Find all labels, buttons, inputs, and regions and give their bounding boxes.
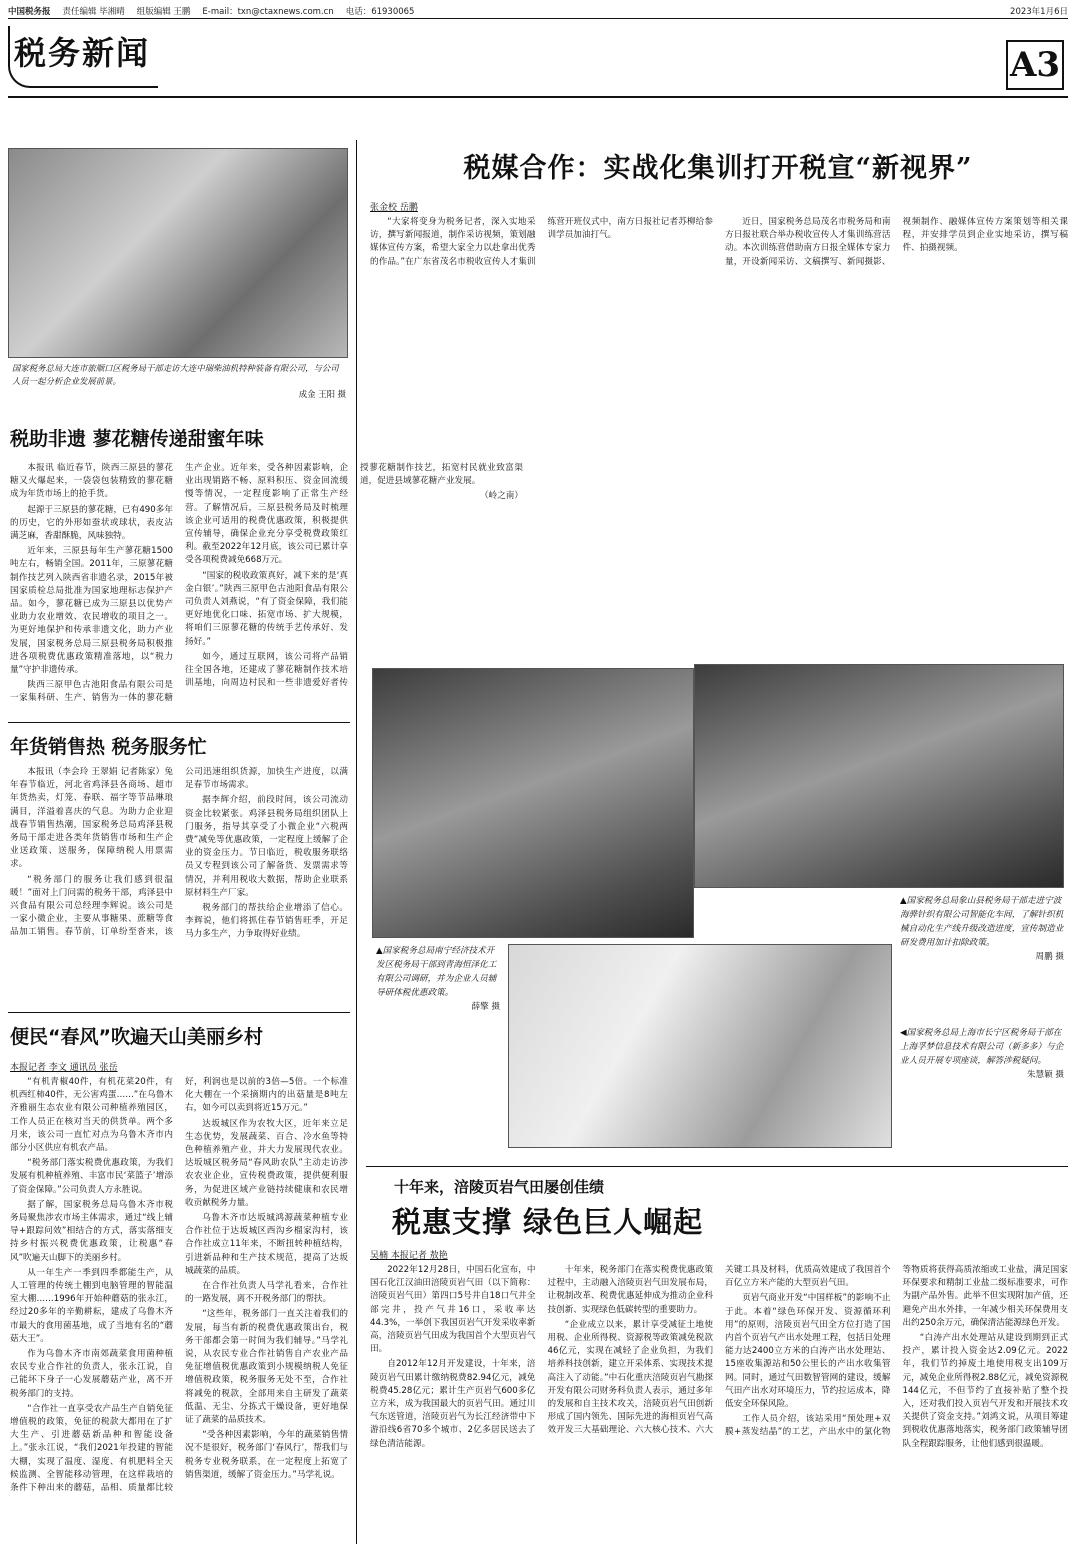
art-b-kicker: 十年来，涪陵页岩气田屡创佳绩 — [394, 1178, 605, 1196]
photo-qinghai-credit: 薛擎 摄 — [471, 1002, 500, 1012]
art1-signoff: （岭之南） — [480, 491, 523, 502]
photo-shanghai-credit: 朱慧颖 摄 — [1026, 1070, 1064, 1080]
main-body — [370, 216, 1068, 660]
main-para: “大家将变身为税务记者，深入实地采访，撰写新闻报道，制作采访视频，策划融媒体宣传方案，希望大家全力以赴拿出优秀的作品。”在广东省茂名市税收宣传人才集训练营开班仪式中，南方日报社记者苏柳给参训学员加油打气。 — [370, 217, 713, 267]
art3-headline: 便民“春风”吹遍天山美丽乡村 — [10, 1026, 263, 1048]
photo-knitting-credit: 周鹏 摄 — [1035, 952, 1064, 962]
art3-para: “税务部门落实税费优惠政策，为我们发展有机种植养殖、丰富市民‘菜篮子’增添了资金保障。”公司负责人方永胜说。 — [10, 1158, 173, 1195]
art3-para: “这些年，税务部门一直关注着我们的发展，每当有新的税费优惠政策出台，税务干部都会第一时间为我们辅导。”马学礼说，从农民专业合作社销售自产农业产品免征增值税优惠政策到小规模纳税人免征增值税政策，税务服务无处不至，合作社将减免的税款，全部用来自主研发了蔬菜低温、无尘、分拣式干燥设备，更好地保证了蔬菜的品质技术。 — [185, 1309, 348, 1426]
art2-para: 据李辉介绍，前段时间，该公司流动资金比较紧张。鸡泽县税务局组织团队上门服务，指导其享受了小微企业“六税两费”减免等优惠政策，一定程度上缓解了企业的资金压力。节日临近，税收服务联络员又专程到该公司了解备货、发票需求等情况，并利用税收大数据，帮助企业联系原材料生产厂家。 — [185, 795, 348, 898]
art-b-para: 自2012年12月开发建设，十年来，涪陵页岩气田累计缴纳税费82.94亿元，减免税费45.28亿元；累计生产页岩气600多亿立方米，成为我国最大的页岩气田。通过川气东送管道，涪陵页岩气为长江经济带中下游沿线6省70多个城市、2亿多居民送去了绿色清洁能源。 — [370, 1359, 536, 1449]
layout-editor-line: 组版编辑 王鹏 — [136, 7, 191, 17]
divider — [8, 722, 350, 723]
art1-para: 如今，通过互联网，该公司将产品销往全国各地，还建成了蓼花糖制作技术培训基地，向周边村民和一些非遗爱好者传授蓼花糖制作技艺，拓宽村民就业致富渠道，促进县域蓼花糖产业发展。 — [185, 463, 523, 689]
art3-para: 达坂城区作为农牧大区，近年来立足生态优势，发展蔬菜、百合、冷水鱼等特色种植养殖产业，并大力发展现代农业。达坂城区税务局“春风助农队”主动走访涉农农业企业，宣传税费政策，提供便利服务，为促进区域产业链持续健康和农民增收贡献税务力量。 — [185, 1118, 348, 1208]
art-b-para: 页岩气商业开发“中国样板”的影响不止于此。本着“绿色环保开发、资源循环利用”的原则，涪陵页岩气田全方位打造了国内首个页岩气产出水处理工程，包括日处理能力达2400立方米的白涛产出水处理站、15座收集源站和50公里长的产出水收集管网。同时，通过气田数智管网的建设，缓解气田产出水对环境压力，节约拉运成本，降低安全环保风险。 — [725, 1293, 891, 1410]
art3-para: 从一年生产一季到四季都能生产，从人工管理的传统土棚到电脑管理的智能温室大棚……1996年开始种蘑菇的张永江，经过20多年的辛勤耕耘，建成了乌鲁木齐市最大的食用菌基地，成了当地有名的“蘑菇大王”。 — [10, 1267, 173, 1344]
column-divider — [356, 140, 357, 1544]
art3-para: “有机青椒40件，有机花菜20件，有机西红柿40件，无公害鸡蛋……”在乌鲁木齐雅丽生态农业有限公司种植养殖园区，工作人员正在核对当天的供货单。两个多月来，该公司一直忙对点为乌鲁木齐市内部分小区供应有机农产品。 — [10, 1077, 173, 1154]
photo-knitting-caption: ▲国家税务总局象山县税务局干部走进宁波海骅针织有限公司智能化车间，了解针织机械自动化生产线升级改造进度，宣传制造业研发费用加计扣除政策。 — [900, 896, 1064, 948]
photo-dalian-credit: 成金 王阳 摄 — [298, 389, 346, 399]
art2-para: “税务部门的服务让我们感到很温暖！”面对上门问需的税务干部，鸡泽县中兴食品有限公司总经理李辉说。该公司是一家小微企业，主要从事糖果、蔗糖等食品加工销售。春节前，订单纷至沓来，该公司迅速组织货源，加快生产进度，以满足春节市场需求。 — [10, 767, 348, 938]
photo-qinghai-caption-block — [376, 944, 500, 1014]
art1-para: 起源于三原县的蓼花糖，已有490多年的历史，它的外形如蚕状或球状，表皮沾满芝麻，香甜酥脆，风味独特。 — [10, 504, 173, 542]
photo-dalian-caption-block — [12, 362, 346, 401]
divider — [366, 1166, 1068, 1167]
photo-dalian-visit — [8, 148, 348, 358]
art3-para: 乌鲁木齐市达坂城鸿源蔬菜种植专业合作社位于达坂城区西沟乡榴家沟村，该合作社成立11年来，不断扭转种植结构，引进新品种和生产技术规范，提高了达坂城蔬菜的品质。 — [185, 1213, 348, 1276]
art3-para: 在合作社负责人马学礼看来，合作社的一路发展，离不开税务部门的帮扶。 — [185, 1281, 348, 1305]
art1-headline: 税助非遗 蓼花糖传递甜蜜年味 — [10, 428, 264, 450]
art1-para: “国家的税收政策真好，减下来的是‘真金白银’。”陕西三原甲色古池阳食品有限公司负责人刘燕说，“有了资金保障，我们能更好地优化口味、拓宽市场、扩大规模，将咱们三原蓼花糖的传统手艺传承好、发扬好。” — [185, 570, 348, 647]
photo-shanghai-meeting — [508, 944, 892, 1148]
email-line: E-mail：txn@ctaxnews.com.cn — [202, 7, 334, 17]
art3-para: 据了解，国家税务总局乌鲁木齐市税务局聚焦涉农市场主体需求，通过“线上辅导+跟踪问效”相结合的方式，落实落细支持乡村振兴税费优惠政策，让税惠“春风”吹遍天山脚下的美丽乡村。 — [10, 1199, 173, 1263]
art-b-para: 2022年12月28日，中国石化宣布，中国石化江汉油田涪陵页岩气田（以下简称：涪陵页岩气田）第四口5号井自18口气井全部完井，投产气井16口，采收率达44.3%，一举创下我国页岩气开发采收率新高，涪陵页岩气田成为我国首个大型页岩气田。 — [370, 1265, 536, 1355]
photo-qinghai-caption: ▲国家税务总局南宁经济技术开发区税务局干部到青海恒泽化工有限公司调研，并为企业人员辅导研体税优惠政策。 — [376, 946, 497, 998]
top-rule — [8, 18, 1068, 19]
art1-body — [10, 462, 523, 712]
art-b-para: 十年来，税务部门在落实税费优惠政策过程中，主动融入涪陵页岩气田发展布局，让税制改革、税费优惠延伸成为推动企业科技创新、实现绿色低碳转型的重要助力。 — [547, 1265, 713, 1315]
art-b-byline: 吴楠 本报记者 敖艳 — [370, 1251, 448, 1261]
art2-para: 本报讯（李会玲 王翠娟 记者陈家）兔年春节临近，河北省鸡泽县各商场、超市年货热卖，灯笼、春联、福字等节品琳琅满目，洋溢着喜庆的气息。为助力企业迎战春节销售热潮，国家税务总局鸡泽县税务局干部走进各类年货销售市场和生产企业送政策、送服务，保障纳税人用票需求。 — [10, 767, 173, 870]
art2-para: 税务部门的帮扶给企业增添了信心。李辉说，他们将抓住春节销售旺季，开足马力多生产，力争取得好业绩。 — [185, 903, 348, 940]
art3-byline: 本报记者 李文 通讯员 张岳 — [10, 1063, 118, 1073]
photo-dalian-caption: 国家税务总局大连市旅顺口区税务局干部走访大连中瑞柴油机特种装备有限公司，与公司人员一起分析企业发展前景。 — [12, 363, 339, 386]
photo-knitting-caption-block — [900, 894, 1064, 964]
photo-shanghai-caption-block — [900, 1026, 1064, 1082]
masthead-bar — [8, 4, 1068, 18]
art3-para: “合作社一直享受农产品生产自销免征增值税的政策，免征的税款大都用在了扩大生产、引进蘑菇新品种和智能设备上。”张永江说，“我们2021年投建的智能大棚，实现了温度、湿度、有机肥料全天候监测、全智能移动管理，在这样栽培的条件下种出来的蘑菇，品相、质量都比较好，利润也是以前的3倍—5倍。一个标准化大棚在一个采摘期内的出菇量是8吨左右，如今可以卖到将近15万元。” — [10, 1077, 348, 1494]
phone-line: 电话：61930065 — [345, 7, 415, 17]
art3-para: 作为乌鲁木齐市南郊蔬菜食用菌种植农民专业合作社的负责人，张永江说，自己能坏下身子一心发展蘑菇产业，离不开税务部门的支持。 — [10, 1349, 173, 1399]
editor-line: 责任编辑 毕湘晴 — [62, 7, 125, 17]
photo-knitting-factory — [694, 664, 1064, 888]
divider — [8, 1012, 350, 1013]
main-para: 近日，国家税务总局茂名市税务局和南方日报社联合举办税收宣传人才集训练营活动。本次训练营借助南方日报全媒体专家力量，开设新闻采访、文稿撰写、新闻摄影、视频制作、融媒体宣传方案策划等相关课程，并安排学员到企业实地采访，撰写稿件、拍摄视频。 — [725, 217, 1068, 267]
art1-para: 近年来，三原县每年生产蓼花糖1500吨左右，畅销全国。2011年，三原蓼花糖制作技艺列入陕西省非遗名录，2015年被国家质检总局批准为国家地理标志保护产品。如今，蓼花糖已成为三原县以优势产业助力农业增效、农民增收的项目之一。为更好地保护和传承非遗文化，助力产业发展，国家税务总局三原县税务局积极推进各项税费优惠政策精准落地，以“税力量”守护非遗传承。 — [10, 546, 173, 676]
main-byline: 张金校 岳鹏 — [370, 203, 418, 213]
main-headline: 税媒合作：实战化集训打开税宣“新视界” — [463, 153, 973, 184]
page-number: A3 — [1006, 40, 1064, 90]
art-b-headline: 税惠支撑 绿色巨人崛起 — [392, 1205, 704, 1239]
issue-date: 2023年1月6日 — [1010, 7, 1068, 17]
art-b-body — [370, 1264, 1068, 1544]
art1-para: 陕西三原甲色古池阳食品有限公司是一家集科研、生产、销售为一体的蓼花糖生产企业。近年来，受各种因素影响，企业出现销路不畅、原料积压、资金回流缓慢等情况，一定程度影响了正常生产经营。了解情况后，三原县税务局及时梳理该企业可适用的税费优惠政策，积极提供宣传辅导，确保企业充分享受税费政策红利。截至2022年12月底，该公司已累计享受各项税费减免668万元。 — [10, 463, 348, 704]
art-b-para: “企业成立以来，累计享受减征土地使用税、企业所得税、资源税等政策减免税款46亿元，实现在减轻了企业负担，为我们培养科技创新，建立开采体系、实现技术提高注入了动能。”中石化重庆涪陵页岩气勘探开发有限公司财务科负责人表示，通过多年的发展和自主技术攻关，涪陵页岩气田创新形成了国内领先、国际先进的海相页岩气高效开发三大基础理论、六大核心技术、六大关键工具及材料，优质高效建成了我国首个百亿立方米产能的大型页岩气田。 — [547, 1265, 891, 1436]
paper-name: 中国税务报 — [8, 7, 51, 17]
art2-body — [10, 766, 348, 1006]
section-header — [8, 20, 1068, 98]
art2-headline: 年货销售热 税务服务忙 — [10, 736, 207, 758]
section-title: 税务新闻 — [14, 34, 151, 72]
photo-shanghai-caption: ◀国家税务总局上海市长宁区税务局干部在上海孚梦信息技术有限公司（新多多）与企业人员开展专项座谈，解答涉税疑问。 — [900, 1028, 1064, 1066]
art1-para: 本报讯 临近春节，陕西三原县的蓼花糖又火爆起来，一袋袋包装精致的蓼花糖成为年货市场上的抢手货。 — [10, 463, 173, 500]
art3-para: “受各种因素影响，今年的蔬菜销售情况不是很好，税务部门‘春风行’，帮我们与税务专业税务联系，在一定程度上拓宽了销售渠道，缓解了资金压力。”马学礼说。 — [185, 1430, 348, 1480]
art-b-para: “白涛产出水处理站从建设到期到正式投产，累计投入资金达2.09亿元。2022年，我们节约掉废土地使用税支出109万元，减免企业所得税2.88亿元，减免资源税144亿元，不但节约了直接补贴了整个投入，还对我们投入页岩气开发和开展技术攻关提供了资金支持。”刘鸿文说，从项目筹建到税收优惠落地落实，税务部门政策辅导团队全程跟踪服务，让他们感到很温暖。 — [902, 1333, 1068, 1449]
art-b-para: 工作人员介绍，该站采用“预处理+双膜+蒸发结晶”的工艺，产出水中的氯化物等物质将获得高质浓缩或工业盐，满足国家环保要求和精制工业盐二级标准要求，可作为副产品外售。此举不但实现附加产值，还避免产出水外排，一年减少相关环保费用支出约250余万元，确保清洁能源绿色开发。 — [725, 1265, 1068, 1438]
photo-qinghai-chemical — [372, 668, 694, 938]
art3-body — [10, 1076, 348, 1542]
